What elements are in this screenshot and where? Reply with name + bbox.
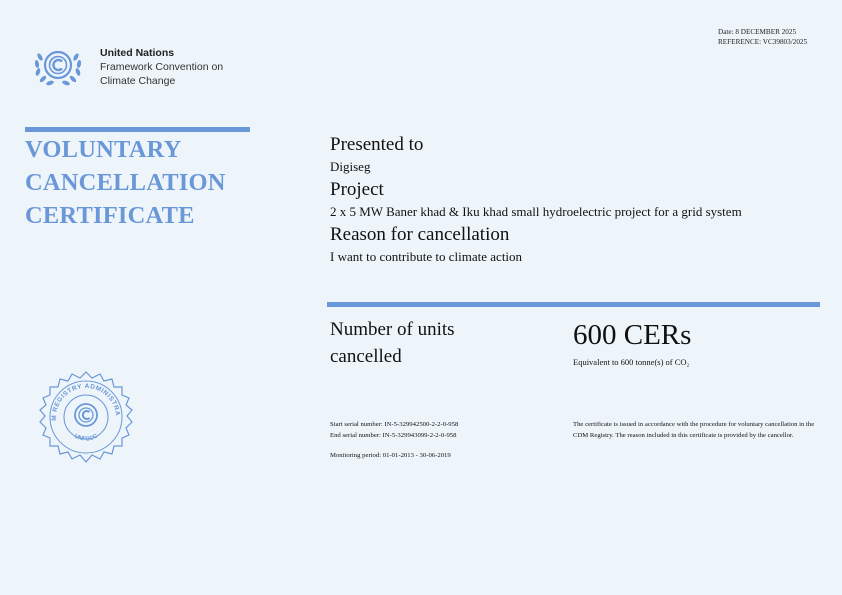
presented-to-value: Digiseg xyxy=(330,159,371,174)
reason-value: I want to contribute to climate action xyxy=(330,249,523,264)
project-value: 2 x 5 MW Baner khad & Iku khad small hydroelectric project for a grid system xyxy=(330,204,742,219)
section-divider xyxy=(327,302,820,307)
start-serial-number: Start serial number: IN-5-329942500-2-2-0-958 xyxy=(330,421,459,428)
title-accent-bar xyxy=(25,127,250,132)
serial-numbers xyxy=(330,419,458,461)
certificate-meta xyxy=(718,27,807,47)
reason-label: Reason for cancellation xyxy=(330,224,510,245)
title-line-1: VOLUNTARY xyxy=(25,136,182,163)
certificate-details xyxy=(330,133,820,268)
units-label-line-1: Number of units xyxy=(330,319,455,340)
presented-to-label: Presented to xyxy=(330,134,424,155)
seal-bottom-text: UNFCCC xyxy=(73,433,99,443)
unfccc-emblem-icon xyxy=(28,43,88,89)
certificate-reference: REFERENCE: VC39803/2025 xyxy=(718,38,808,46)
units-label-line-2: cancelled xyxy=(330,346,402,367)
seal-icon xyxy=(38,370,134,466)
units-cancelled-label xyxy=(330,316,530,370)
title-line-2: CANCELLATION xyxy=(25,169,226,196)
monitoring-period: Monitoring period: 01-01-2013 - 30-06-2019 xyxy=(330,452,451,459)
seal-ring-text: M REGISTRY ADMINISTRA xyxy=(50,382,121,421)
title-line-3: CERTIFICATE xyxy=(25,202,195,229)
org-line-2: Framework Convention on xyxy=(100,61,224,73)
unfccc-logo xyxy=(28,43,88,89)
org-line-3: Climate Change xyxy=(100,75,176,87)
issuance-note: The certificate is issued in accordance with the procedure for voluntary cancellation in the CDM Registry. The reason included in this certificate is provided by the cancellor. xyxy=(573,421,815,439)
organization-name xyxy=(100,46,223,88)
end-serial-number: End serial number: IN-5-329943099-2-2-0-958 xyxy=(330,432,457,439)
org-line-1: United Nations xyxy=(100,47,175,59)
units-cancelled-value: 600 CERs xyxy=(573,319,692,351)
co2-equivalent: Equivalent to 600 tonne(s) of CO₂ xyxy=(573,357,690,367)
project-label: Project xyxy=(330,179,384,200)
certificate-title xyxy=(25,133,226,232)
registry-seal xyxy=(38,370,134,466)
certificate-date: Date: 8 DECEMBER 2025 xyxy=(718,28,797,36)
